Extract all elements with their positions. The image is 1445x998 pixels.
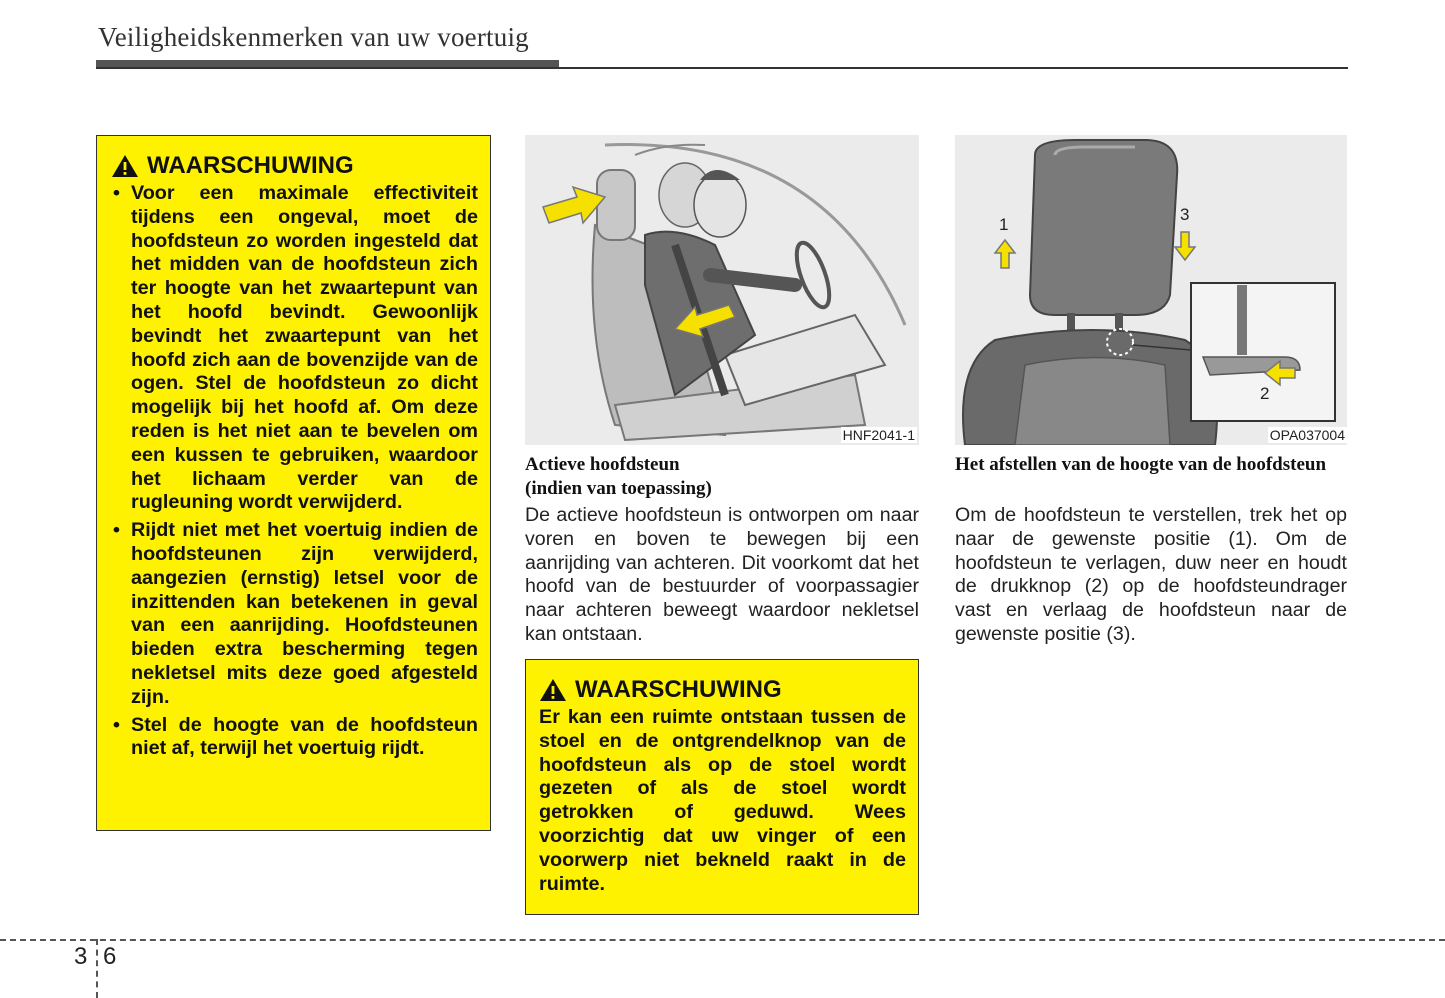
warning-triangle-icon: [111, 154, 139, 178]
page-header-title: Veiligheidskenmerken van uw voertuig: [98, 22, 529, 52]
warning-item: • Rijdt niet met het voertuig indien de hoofdsteunen zijn verwijderd, aangezien (ernstig) letsel voor de inzittenden kan betekenen in geval van een aanrijding. Hoofdsteunen bieden extra bescherming tegen nekletsel mits deze goed afgesteld zijn.: [111, 519, 478, 709]
page-number: 6: [103, 943, 117, 970]
body-paragraph: De actieve hoofdsteun is ontworpen om naar voren en boven te bewegen bij een aanrijding van achteren. Dit voorkomt dat het hoofd van de bestuurder of voorpassagier naar achteren beweegt waardoor nekletsel kan ontstaan.: [525, 504, 919, 645]
headrest-illustration: [955, 135, 1347, 445]
warning-title: [111, 152, 478, 180]
figure-caption: Het afstellen van de hoogte van de hoofdsteun: [955, 454, 1327, 475]
footer-rule: [0, 939, 1445, 941]
body-paragraph: Om de hoofdsteun te verstellen, trek het op naar de gewenste positie (1). Om de hoofdsteun te verlagen, duw neer en houdt de drukknop (2) op de hoofdsteundrager vast en verlaag de hoofdsteun naar de gewenste positie (3).: [955, 504, 1347, 645]
warning-box-main: [96, 135, 491, 831]
warning-text: Er kan een ruimte ontstaan tussen de stoel en de ontgrendelknop van de hoofdsteun als op de stoel wordt gezeten of als de stoel wordt getrokken of geduwd. Wees voorzichtig dat uw vinger of een voorwerp niet bekneld raakt in de ruimte.: [539, 706, 906, 895]
callout-label-2: 2: [1260, 384, 1270, 403]
footer-divider: [96, 939, 98, 998]
caption-line: (indien van toepassing): [525, 478, 712, 499]
chapter-number: 3: [74, 943, 88, 970]
figure-caption: [525, 453, 919, 501]
warning-item: • Stel de hoogte van de hoofdsteun niet af, terwijl het voertuig rijdt.: [111, 714, 478, 762]
figure-active-headrest: [525, 135, 919, 445]
caption-line: Actieve hoofdsteun: [525, 454, 680, 475]
callout-label-3: 3: [1180, 205, 1190, 224]
warning-item: • Voor een maximale effectiviteit tijdens een ongeval, moet de hoofdsteun zo worden ingesteld dat het midden van de hoofdsteun zich ter hoogte van het zwaartepunt van het hoofd bevindt. Gewoonlijk bevindt het zwaartepunt van het hoofd zich aan de bovenzijde van de ogen. Stel de hoofdsteun zo dicht mogelijk bij het hoofd af. Om deze reden is het niet aan te bevelen om een kussen te gebruiken, waardoor het lichaam verder van de rugleuning wordt verwijderd.: [111, 182, 478, 515]
figure-code: HNF2041-1: [842, 427, 915, 443]
callout-label-1: 1: [999, 215, 1009, 234]
warning-title: [539, 676, 906, 704]
warning-list: [111, 182, 478, 761]
warning-box-secondary: [525, 659, 919, 915]
driver-seat-illustration: [525, 135, 919, 445]
header-rule: [96, 67, 1348, 69]
warning-title-text: WAARSCHUWING: [575, 676, 782, 703]
figure-code: OPA037004: [1269, 427, 1345, 443]
warning-triangle-icon: [539, 678, 567, 702]
warning-title-text: WAARSCHUWING: [147, 152, 354, 179]
figure-headrest-adjust: [955, 135, 1347, 445]
